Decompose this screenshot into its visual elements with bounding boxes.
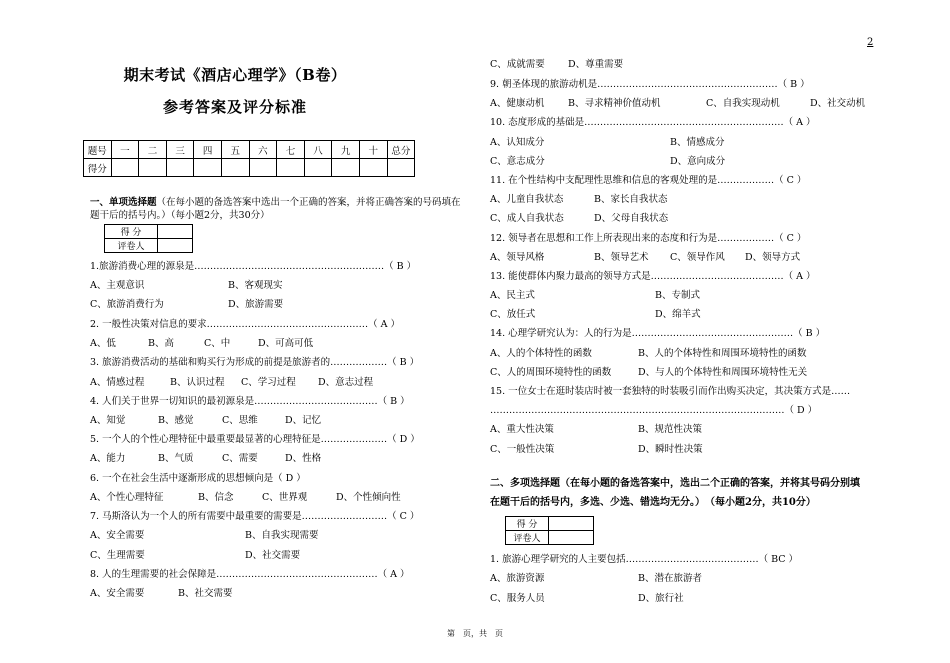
answer-option: B、认识过程: [170, 377, 225, 388]
question-text: 2. 一般性决策对信息的要求……………………………………………（ A ）: [90, 319, 400, 330]
answer-option: B、客观现实: [228, 280, 283, 291]
answer-option: C、领导作风: [670, 252, 725, 263]
score-cell: [139, 159, 167, 177]
answer-option: B、气质: [158, 453, 194, 464]
grader-reviewer-label: 评卷人: [105, 239, 158, 253]
answer-option: A、能力: [90, 453, 126, 464]
answer-option: C、成就需要: [490, 59, 545, 70]
answer-option: B、自我实现需要: [245, 530, 319, 541]
answer-option: C、中: [204, 338, 231, 349]
answer-option: C、一般性决策: [490, 444, 555, 455]
answer-option: B、感觉: [158, 415, 194, 426]
answer-option: B、潜在旅游者: [638, 573, 702, 584]
answer-option: C、成人自我状态: [490, 213, 564, 224]
question-text: 3. 旅游消费活动的基础和购买行为形成的前提是旅游者的………………（ B ）: [90, 357, 420, 368]
answer-option: B、社交需要: [178, 588, 233, 599]
answer-option: A、知觉: [90, 415, 126, 426]
grader-score-cell: [158, 225, 193, 239]
score-cell: [332, 159, 360, 177]
question-text: 14. 心理学研究认为：人的行为是……………………………………………（ B ）: [490, 328, 826, 339]
answer-option: D、社交需要: [245, 550, 301, 561]
answer-option: B、家长自我状态: [594, 194, 668, 205]
answer-option: A、人的个体特性的函数: [490, 348, 592, 359]
answer-option: A、安全需要: [90, 530, 145, 541]
score-cell: [304, 159, 332, 177]
answer-option: D、性格: [285, 453, 322, 464]
score-cell: [194, 159, 222, 177]
score-header-cell: 五: [221, 141, 249, 159]
grader-score-label: 得 分: [105, 225, 158, 239]
score-header-cell: 八: [304, 141, 332, 159]
answer-option: D、绵羊式: [655, 309, 701, 320]
grader-table-2: [505, 516, 594, 545]
answer-option: B、寻求精神价值动机: [568, 98, 661, 109]
question-text: 4. 人们关于世界一切知识的最初源泉是…………………………………（ B ）: [90, 396, 410, 407]
answer-option: D、瞬时性决策: [638, 444, 703, 455]
answer-option: D、与人的个体特性和周围环境特性无关: [638, 367, 808, 378]
answer-option: A、个性心理特征: [90, 492, 164, 503]
score-header-cell: 六: [249, 141, 277, 159]
answer-option: D、旅游需要: [228, 299, 284, 310]
answer-option: D、记忆: [285, 415, 322, 426]
question-text: 12. 领导者在思想和工作上所表现出来的态度和行为是………………（ C ）: [490, 233, 807, 244]
page-number: 2: [867, 37, 874, 48]
section2-line1: 二、多项选择题（在每小题的备选答案中，选出二个正确的答案，并将其号码分别填: [490, 478, 860, 489]
answer-option: A、认知成分: [490, 137, 545, 148]
answer-option: C、自我实现动机: [706, 98, 780, 109]
grader-reviewer-cell: [158, 239, 193, 253]
answer-option: D、社交动机: [810, 98, 866, 109]
question-text: 1.旅游消费心理的源泉是……………………………………………………（ B ）: [90, 261, 417, 272]
answer-option: A、主观意识: [90, 280, 145, 291]
answer-option: C、学习过程: [241, 377, 296, 388]
page-footer: 第 页，共 页: [447, 629, 503, 638]
answer-option: A、民主式: [490, 290, 535, 301]
answer-option: D、尊重需要: [568, 59, 624, 70]
answer-option: B、高: [148, 338, 174, 349]
answer-option: B、规范性决策: [638, 424, 702, 435]
question-text: 8. 人的生理需要的社会保障是……………………………………………（ A ）: [90, 569, 410, 580]
score-cell: [387, 159, 415, 177]
grader-score-label: 得 分: [506, 517, 549, 531]
question-text: 6. 一个在社会生活中逐渐形成的思想倾向是（ D ）: [90, 473, 306, 484]
score-table: [83, 140, 415, 177]
question-text: 5. 一个人的个性心理特征中最重要最显著的心理特征是…………………（ D ）: [90, 434, 420, 445]
answer-option: A、领导风格: [490, 252, 545, 263]
question-text: 1. 旅游心理学研究的人主要包括……………………………………（ BC ）: [490, 554, 799, 565]
score-header-cell: 九: [332, 141, 360, 159]
answer-option: A、旅游资源: [490, 573, 545, 584]
answer-option: D、父母自我状态: [594, 213, 669, 224]
section2-heading: [490, 474, 890, 512]
score-header-cell: 七: [277, 141, 305, 159]
answer-option: A、健康动机: [490, 98, 545, 109]
answer-option: B、情感成分: [670, 137, 725, 148]
answer-option: A、儿童自我状态: [490, 194, 564, 205]
score-cell: [221, 159, 249, 177]
grader-table-1: [104, 224, 193, 253]
score-cell: [166, 159, 194, 177]
question-text: …………………………………………………………………………………（ D ）: [490, 405, 818, 416]
answer-option: C、需要: [222, 453, 258, 464]
score-header-cell: 一: [111, 141, 139, 159]
answer-option: C、意志成分: [490, 156, 545, 167]
answer-option: C、放任式: [490, 309, 536, 320]
score-cell: [359, 159, 387, 177]
exam-subtitle: 参考答案及评分标准: [162, 98, 307, 116]
answer-option: B、专制式: [655, 290, 700, 301]
answer-option: A、安全需要: [90, 588, 145, 599]
answer-option: B、信念: [198, 492, 234, 503]
answer-option: A、重大性决策: [490, 424, 554, 435]
section1-title: 一、单项选择题: [90, 197, 157, 208]
answer-option: D、领导方式: [745, 252, 801, 263]
answer-option: D、个性倾向性: [336, 492, 401, 503]
grader-score-cell: [549, 517, 594, 531]
answer-option: C、世界观: [262, 492, 308, 503]
score-header-cell: 三: [166, 141, 194, 159]
score-cell: [249, 159, 277, 177]
answer-option: C、人的周围环境特性的函数: [490, 367, 612, 378]
grader-reviewer-label: 评卷人: [506, 531, 549, 545]
answer-option: A、情感过程: [90, 377, 145, 388]
score-header-cell: 四: [194, 141, 222, 159]
answer-option: C、服务人员: [490, 593, 545, 604]
question-text: 13. 能使群体内聚力最高的领导方式是……………………………………（ A ）: [490, 271, 816, 282]
question-text: 11. 在个性结构中支配理性思维和信息的客观处理的是………………（ C ）: [490, 175, 807, 186]
answer-option: C、生理需要: [90, 550, 145, 561]
question-text: 7. 马斯洛认为一个人的所有需要中最重要的需要是………………………（ C ）: [90, 511, 420, 522]
answer-option: C、旅游消费行为: [90, 299, 164, 310]
section1-instruction: （在每小题的备选答案中选出一个正确的答案，并将正确答案的号码填在题干后的括号内。）（每小题2分，共30分）: [90, 197, 461, 221]
question-text: 9. 朝圣体现的旅游动机是…………………………………………………（ B ）: [490, 79, 810, 90]
score-header-cell: 总分: [387, 141, 415, 159]
score-header-cell: 题号: [84, 141, 112, 159]
score-cell: [277, 159, 305, 177]
answer-option: A、低: [90, 338, 116, 349]
answer-option: C、思维: [222, 415, 258, 426]
grader-reviewer-cell: [549, 531, 594, 545]
answer-option: B、人的个体特性和周围环境特性的函数: [638, 348, 807, 359]
score-header-cell: 十: [359, 141, 387, 159]
section2-line2: 在题干后的括号内，多选、少选、错选均无分。） （每小题2分，共10分）: [490, 497, 816, 508]
section1-heading: [90, 196, 468, 222]
answer-option: D、旅行社: [638, 593, 684, 604]
score-row-label: 得分: [84, 159, 112, 177]
exam-title: 期末考试《酒店心理学》（B卷）: [123, 66, 347, 84]
answer-option: D、意向成分: [670, 156, 726, 167]
question-text: 10. 态度形成的基础是………………………………………………………（ A ）: [490, 117, 816, 128]
answer-option: D、意志过程: [318, 377, 374, 388]
answer-option: B、领导艺术: [594, 252, 649, 263]
question-text: 15. 一位女士在逛时装店时被一套独特的时装吸引而作出购买决定，其决策方式是……: [490, 386, 851, 397]
answer-option: D、可高可低: [258, 338, 314, 349]
score-cell: [111, 159, 139, 177]
score-header-cell: 二: [139, 141, 167, 159]
